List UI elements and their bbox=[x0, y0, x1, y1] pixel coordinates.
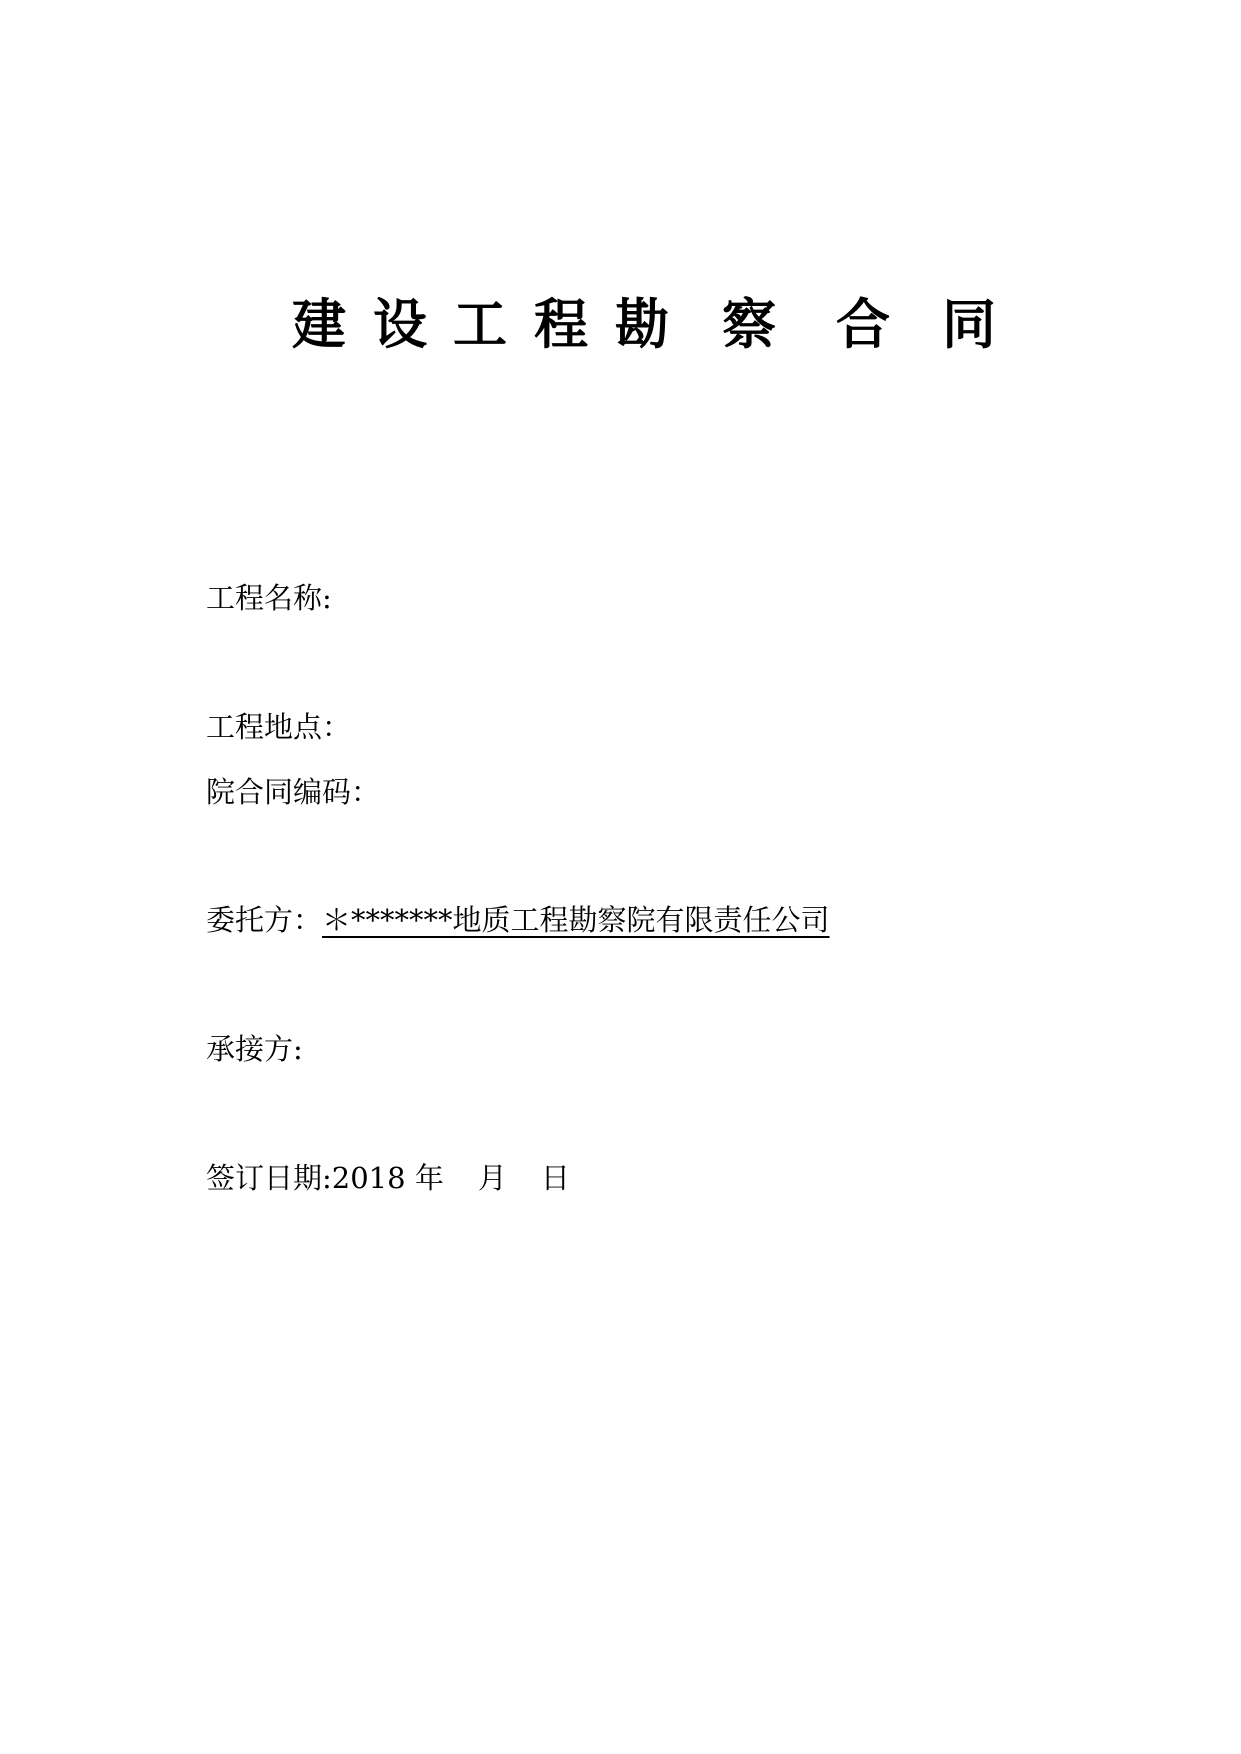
sign-date-month-unit: 月 bbox=[477, 1161, 507, 1195]
sign-date-day-unit: 日 bbox=[540, 1161, 570, 1195]
title-char: 合 bbox=[836, 293, 890, 356]
contractor-field bbox=[206, 1029, 303, 1069]
title-char: 建 bbox=[292, 293, 346, 356]
contractor-label: 承接方: bbox=[206, 1032, 303, 1066]
project-name-field bbox=[206, 578, 332, 618]
title-char: 察 bbox=[722, 293, 776, 356]
project-location-field bbox=[206, 707, 351, 747]
sign-date-label: 签订日期: bbox=[206, 1161, 332, 1195]
sign-date-field bbox=[206, 1158, 570, 1198]
title-char: 勘 bbox=[615, 293, 669, 356]
contract-number-field bbox=[206, 772, 380, 812]
title-char: 程 bbox=[534, 293, 588, 356]
title-char: 工 bbox=[453, 293, 507, 356]
title-char: 设 bbox=[373, 293, 427, 356]
contract-number-label: 院合同编码： bbox=[206, 775, 381, 809]
title-char: 同 bbox=[942, 293, 996, 356]
client-field bbox=[206, 900, 830, 940]
client-label: 委托方： bbox=[206, 903, 323, 937]
project-location-label: 工程地点： bbox=[206, 710, 352, 744]
sign-date-year-unit: 年 bbox=[414, 1161, 444, 1195]
document-title bbox=[0, 290, 1241, 360]
project-name-label: 工程名称: bbox=[206, 581, 332, 615]
sign-date-year[interactable]: 2018 bbox=[331, 1161, 406, 1195]
client-value[interactable]: ＊*******地质工程勘察院有限责任公司 bbox=[322, 903, 830, 937]
